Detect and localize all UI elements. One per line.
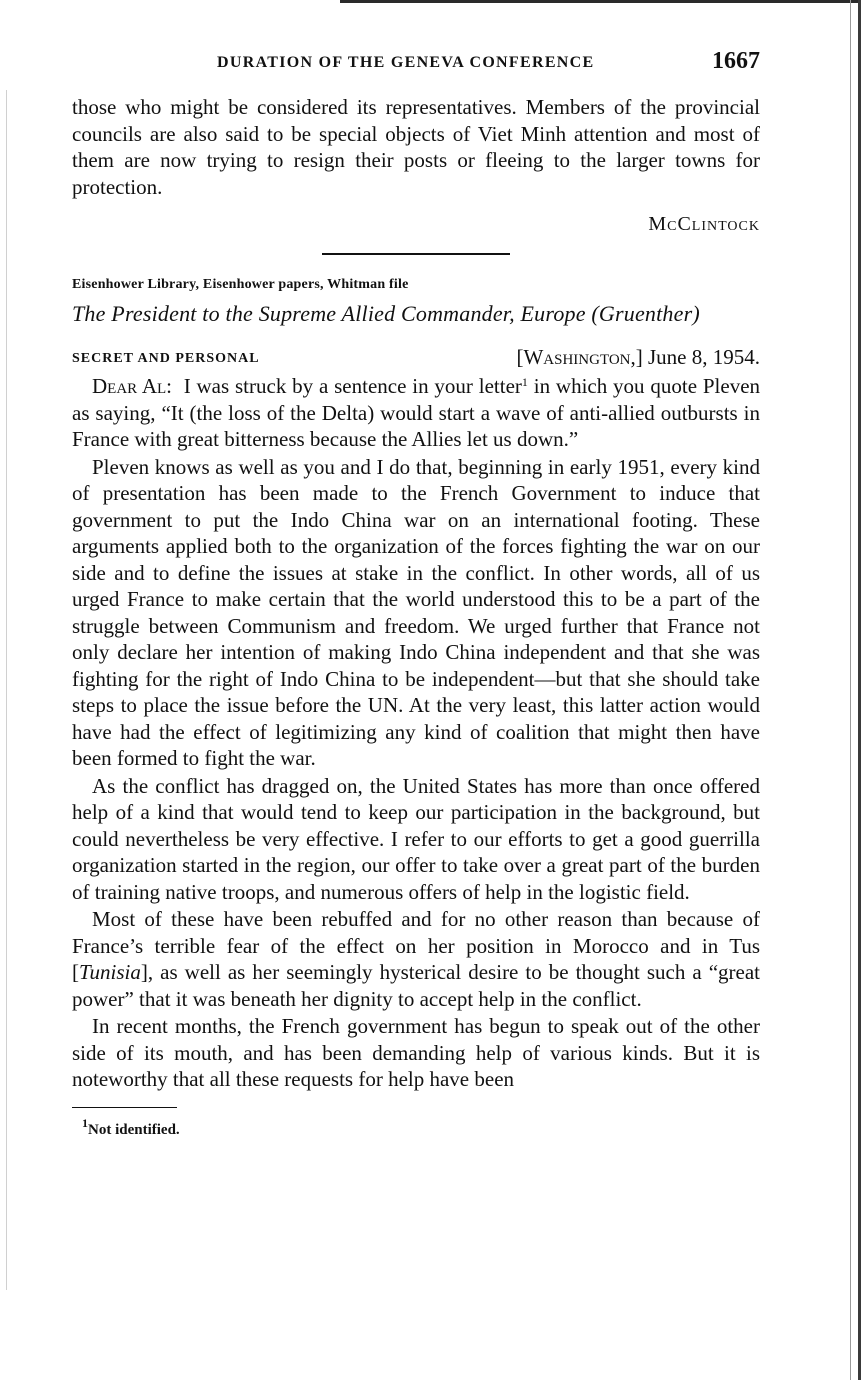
- dateline-date: June 8, 1954.: [648, 345, 760, 369]
- paragraph-1-text-a: I was struck by a sentence in your letter: [183, 374, 522, 398]
- letter-paragraph-4: [72, 906, 760, 1012]
- running-head: [72, 48, 760, 82]
- paragraph-4-text-a: Most of these have been rebuffed and for no other reason than because of France’s terrible fear of the effect on her position in Morocco and in Tus [: [72, 907, 760, 984]
- footnote: [82, 1115, 760, 1139]
- classification-row: [72, 345, 760, 373]
- salutation: Dear Al:: [92, 374, 173, 398]
- letter-paragraph-5: In recent months, the French government has begun to speak out of the other side of its mouth, and has been demanding help of various kinds. But it is noteworthy that all these requests for help have been: [72, 1014, 760, 1091]
- paragraph-4-text-b: ], as well as her seemingly hysterical desire to be thought such a “great power” that it was beneath her dignity to accept help in the conflict.: [72, 960, 760, 1011]
- footnote-marker: 1: [82, 1115, 88, 1130]
- letter-paragraph-3: As the conflict has dragged on, the United States has more than once offered help of a kind that would tend to keep our participation in the background, but could nevertheless be very effective. I refer to our efforts to get a good guerrilla organization started in the region, our offer to take over a great part of the burden of training native troops, and numerous offers of help in the logistic field.: [72, 773, 760, 904]
- paragraph-1-text-b: in which you quote Pleven as saying, “It (the loss of the Delta) would start a wave of anti-allied outbursts in France with great bitterness because the Allies let us down.”: [72, 374, 761, 451]
- footnote-text: Not identified.: [88, 1121, 180, 1138]
- classification-label: SECRET AND PERSONAL: [72, 351, 260, 366]
- letter-paragraph-2: Pleven knows as well as you and I do that, beginning in early 1951, every kind of presentation has been made to the French Government to induce that government to put the Indo China war on an international footing. These arguments applied both to the organization of the forces fighting the war on our side and to define the issues at stake in the conflict. In other words, all of us urged France to make certain that the world understood this to be a part of the struggle between Communism and freedom. We urged further that France not only declare her intention of making Indo China independent and that she was fighting for the right of Indo China to be independent—but that she should take steps to place the issue before the UN. At the very least, this latter action would have had the effect of legitimizing any kind of coalition that might then have been formed to fight the war.: [72, 454, 760, 770]
- dateline: [516, 345, 760, 370]
- document-page: [72, 48, 760, 1139]
- footnote-rule: [72, 1107, 177, 1108]
- scan-edge-left: [6, 90, 7, 1290]
- footnote-reference: 1: [521, 375, 528, 389]
- dateline-place: [Washington,]: [516, 345, 643, 369]
- letter-paragraph-1: [72, 373, 760, 453]
- previous-document-signature: McClintock: [648, 213, 760, 235]
- document-heading: The President to the Supreme Allied Commander, Europe (Gruenther): [72, 301, 700, 326]
- running-head-title: DURATION OF THE GENEVA CONFERENCE: [217, 54, 595, 71]
- scan-edge-right-inner: [850, 0, 851, 1380]
- page-number: 1667: [712, 48, 760, 74]
- editorial-insertion: Tunisia: [79, 960, 141, 984]
- previous-document-closing-paragraph: those who might be considered its representatives. Members of the provincial councils are also said to be special objects of Viet Minh attention and most of them are now trying to resign their posts or fleeing to the larger towns for protection.: [72, 95, 760, 199]
- scan-edge-top: [340, 0, 861, 3]
- source-note: Eisenhower Library, Eisenhower papers, Whitman file: [72, 277, 409, 292]
- document-separator-rule: [322, 253, 510, 255]
